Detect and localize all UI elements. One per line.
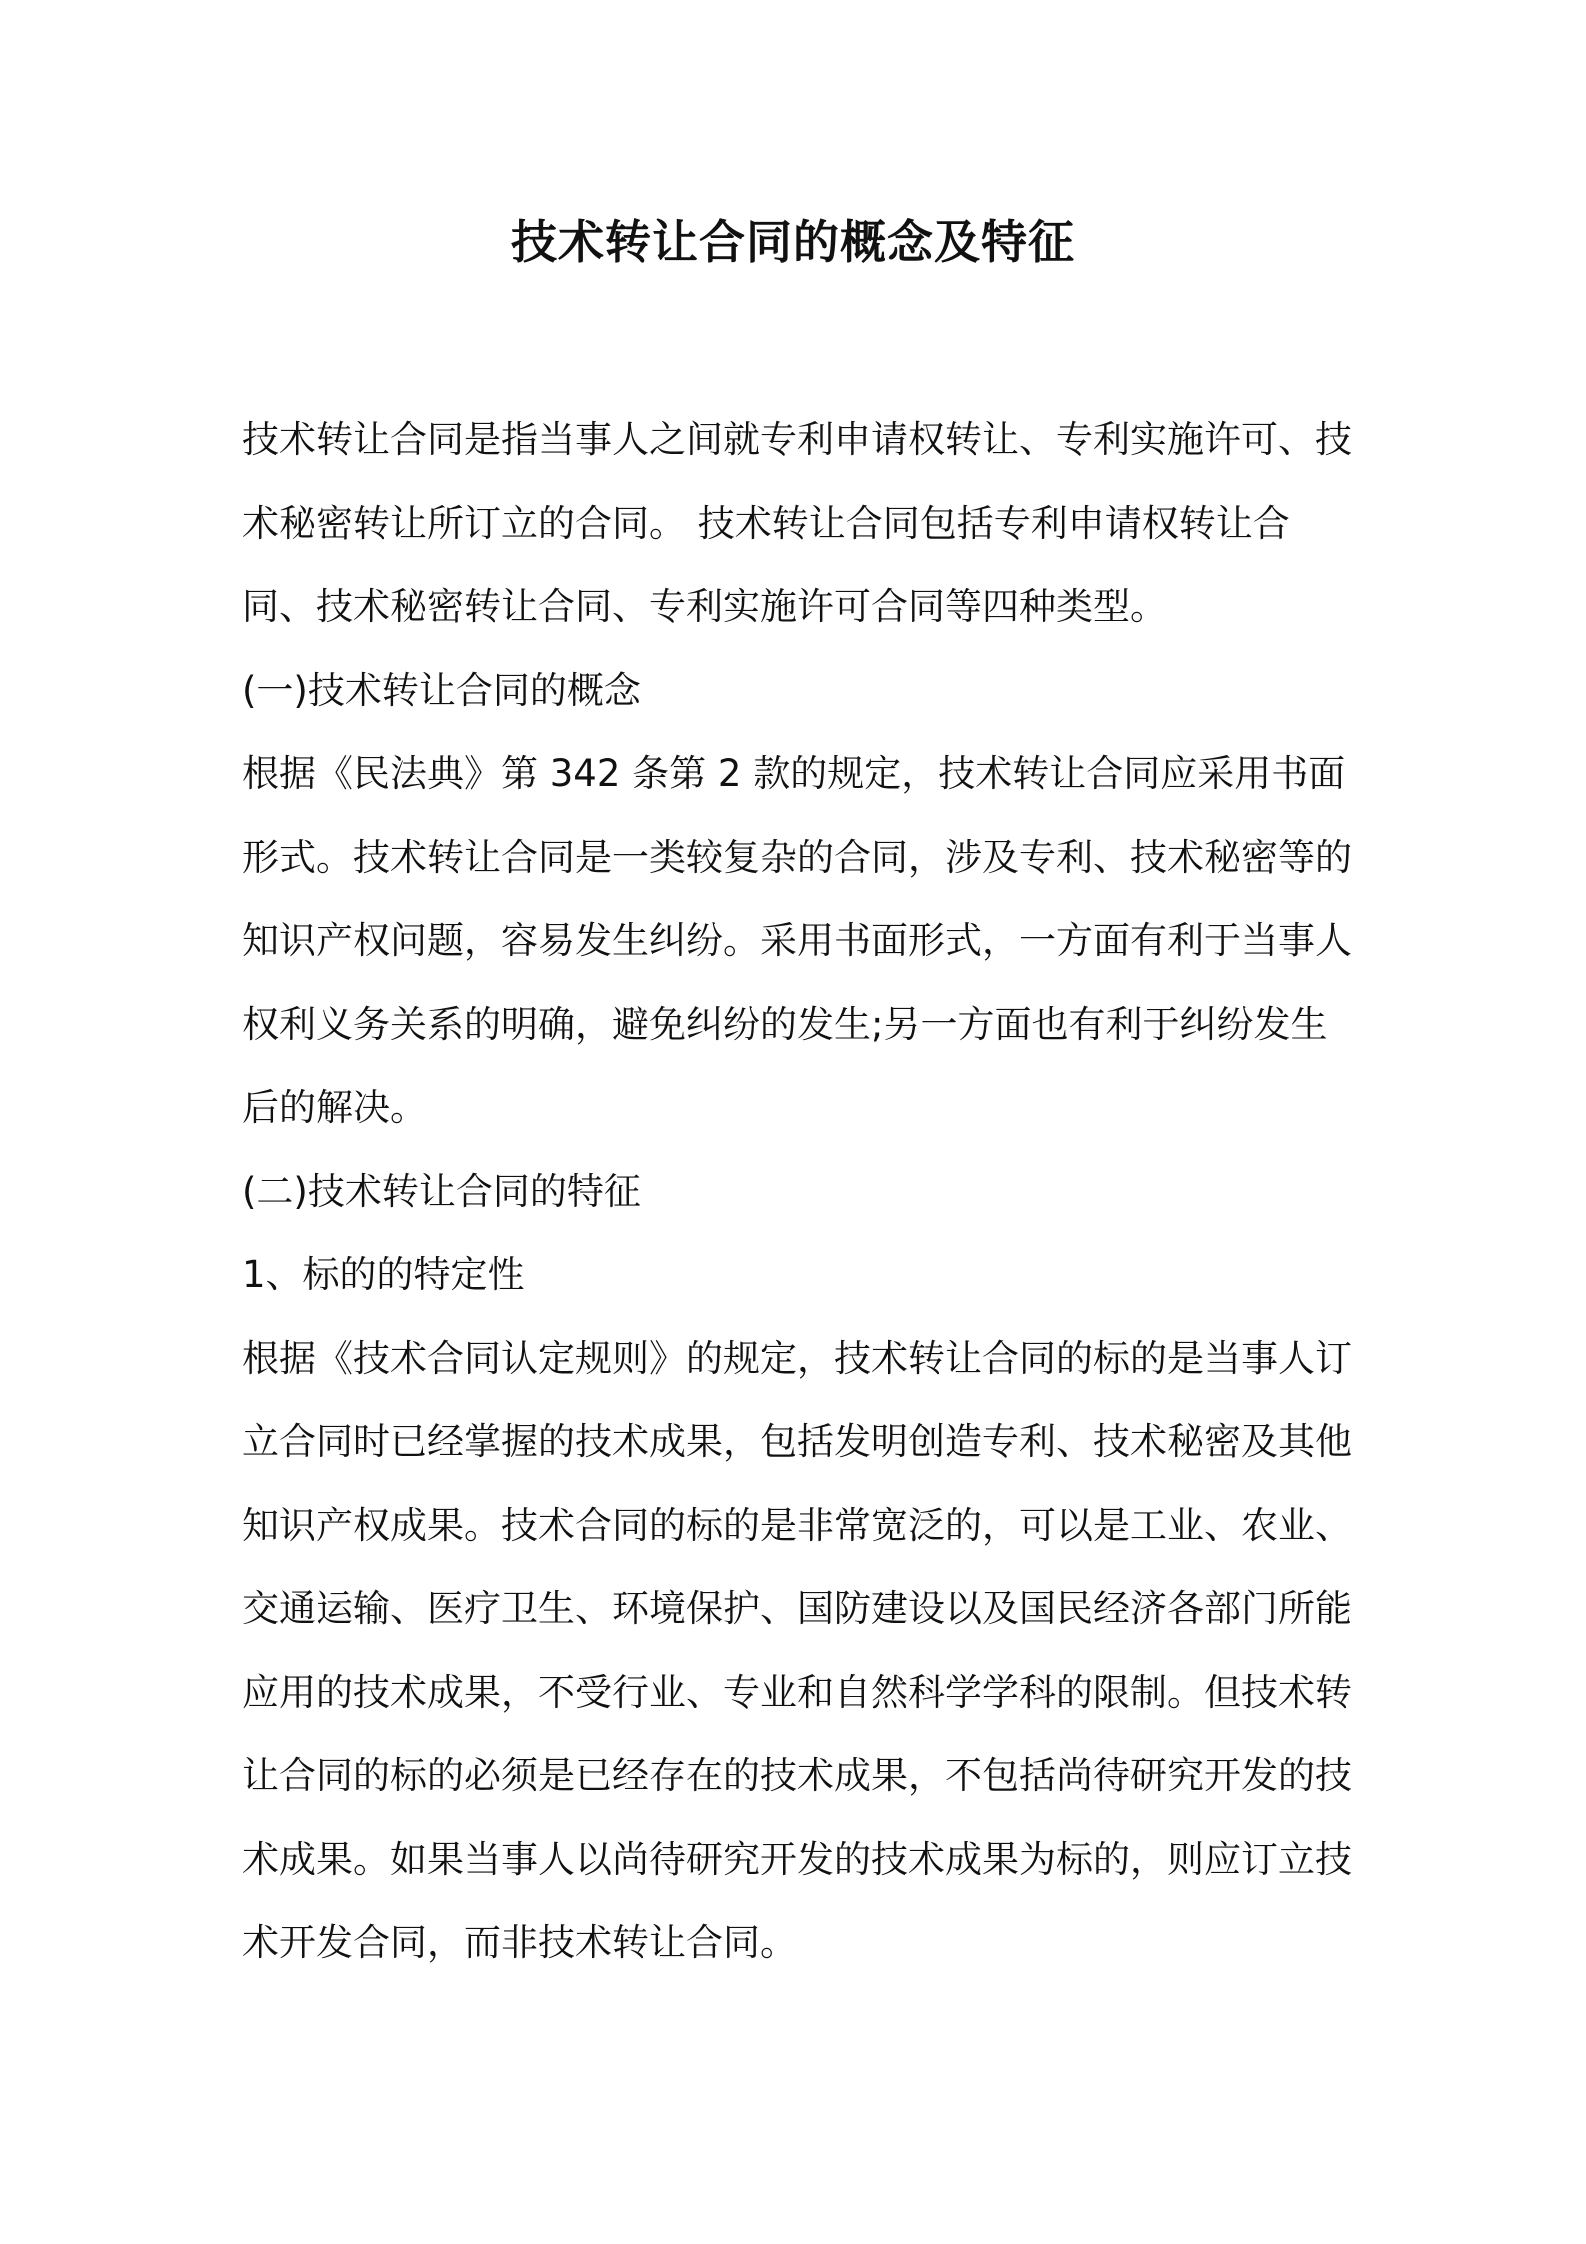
document-title: 技术转让合同的概念及特征 [511, 215, 1075, 269]
subsection-1-heading: 1、标的的特定性 [242, 1253, 525, 1296]
section-1-heading: (一)技术转让合同的概念 [242, 668, 641, 712]
section-1-paragraph: 根据《民法典》第 342 条第 2 款的规定，技术转让合同应采用书面形式。技术转让合同是一类较复杂的合同，涉及专利、技术秘密等的知识产权问题，容易发生纠纷。采用书面形式，一方面有利于当事人权利义务关系的明确，避免纠纷的发生;另一方面也有利于纠纷发生后的解决。 [242, 752, 1352, 1129]
intro-paragraph: 技术转让合同是指当事人之间就专利申请权转让、专利实施许可、技术秘密转让所订立的合同。 技术转让合同包括专利申请权转让合同、技术秘密转让合同、专利实施许可合同等四种类型。 [242, 418, 1352, 628]
document-body [242, 398, 1352, 1985]
section-2-heading: (二)技术转让合同的特征 [242, 1169, 641, 1213]
subsection-1-paragraph: 根据《技术合同认定规则》的规定，技术转让合同的标的是当事人订立合同时已经掌握的技术成果，包括发明创造专利、技术秘密及其他知识产权成果。技术合同的标的是非常宽泛的，可以是工业、农业、交通运输、医疗卫生、环境保护、国防建设以及国民经济各部门所能应用的技术成果，不受行业、专业和自然科学学科的限制。但技术转让合同的标的必须是已经存在的技术成果，不包括尚待研究开发的技术成果。如果当事人以尚待研究开发的技术成果为标的，则应订立技术开发合同，而非技术转让合同。 [242, 1336, 1352, 1964]
